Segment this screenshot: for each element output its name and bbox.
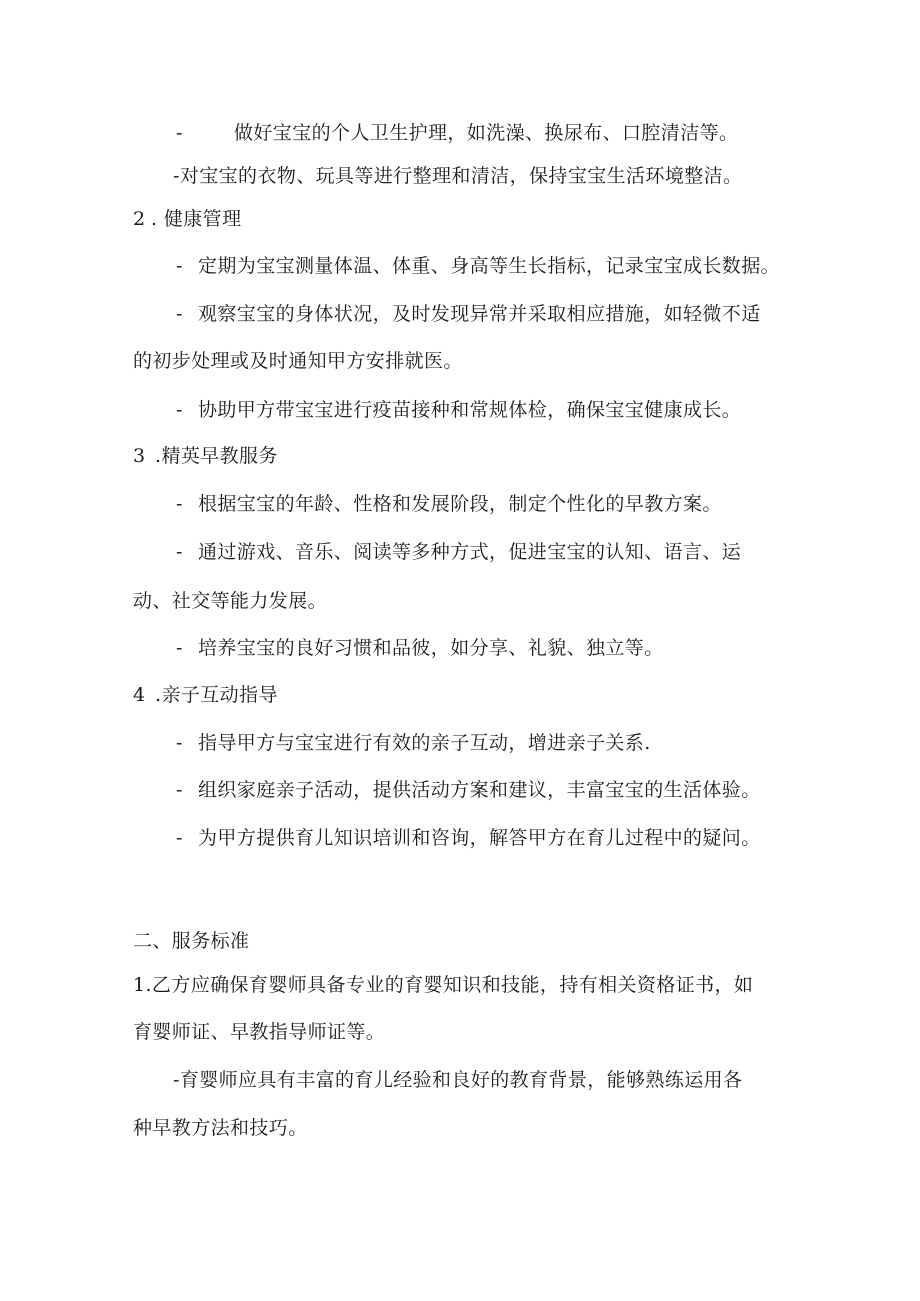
bullet-line <box>176 492 722 516</box>
dash-marker: - <box>176 122 183 144</box>
chapter-title: 二、服务标准 <box>133 930 250 952</box>
bullet-line <box>176 778 761 802</box>
dash-marker: - <box>176 255 183 277</box>
bullet-line <box>176 540 741 564</box>
bullet-line <box>176 398 741 422</box>
dash-marker: - <box>176 399 183 421</box>
line-text: -对宝宝的衣物、玩具等进行整理和清洁，保持宝宝生活环境整洁。 <box>173 165 743 187</box>
dash-marker: - <box>176 732 183 754</box>
line-text: 协助甲方带宝宝进行疫苗接种和常规体检，确保宝宝健康成长。 <box>198 399 742 421</box>
continuation-line <box>133 1020 385 1044</box>
line-text: 通过游戏、音乐、阅读等多种方式，促进宝宝的认知、语言、运 <box>198 541 742 563</box>
line-text: 做好宝宝的个人卫生护理，如洗澡、换尿布、口腔清洁等。 <box>234 122 739 144</box>
bullet-line <box>176 254 780 278</box>
continuation-line <box>133 1116 308 1140</box>
section-heading <box>133 444 278 468</box>
line-text: 的初步处理或及时通知甲方安排就医。 <box>133 350 463 372</box>
bullet-line <box>176 731 651 755</box>
bullet-line <box>173 164 742 188</box>
dash-marker: - <box>176 637 183 659</box>
line-text: 为甲方提供育儿知识培训和咨询，解答甲方在育儿过程中的疑问。 <box>198 827 761 849</box>
dash-marker: - <box>176 779 183 801</box>
section-title: . 健康管理 <box>151 208 242 230</box>
line-text: 组织家庭亲子活动，提供活动方案和建议，丰富宝宝的生活体验。 <box>198 779 761 801</box>
bullet-line <box>176 302 761 326</box>
section-heading <box>133 683 278 707</box>
bullet-line <box>173 1068 742 1092</box>
bullet-line <box>176 121 738 145</box>
line-text: 培养宝宝的良好习惯和品彼，如分享、礼貌、独立等。 <box>198 637 664 659</box>
line-text: 定期为宝宝测量体温、体重、身高等生长指标，记录宝宝成长数据。 <box>198 255 781 277</box>
continuation-line <box>133 589 327 613</box>
section-title: .精英早教服务 <box>155 445 278 467</box>
section-number: 2 <box>133 208 146 230</box>
continuation-line <box>133 349 463 373</box>
line-text: -育婴师应具有丰富的育儿经验和良好的教育背景，能够熟练运用各 <box>173 1069 743 1091</box>
line-text: 观察宝宝的身体状况，及时发现异常并采取相应措施，如轻微不适 <box>198 303 761 325</box>
line-text: 种早教方法和技巧。 <box>133 1117 308 1139</box>
dash-marker: - <box>176 827 183 849</box>
paragraph-line <box>133 973 753 997</box>
chapter-heading <box>133 929 249 953</box>
dash-marker: - <box>176 493 183 515</box>
section-number: 3 <box>133 445 146 467</box>
section-title: .亲子互动指导 <box>155 684 278 706</box>
section-number: 4 <box>133 684 146 706</box>
line-text: 指导甲方与宝宝进行有效的亲子互动，增进亲子关系. <box>198 732 651 754</box>
line-text: 1.乙方应确保育婴师具备专业的育婴知识和技能，持有相关资格证书，如 <box>133 974 754 996</box>
line-text: 根据宝宝的年龄、性格和发展阶段，制定个性化的早教方案。 <box>198 493 722 515</box>
section-heading <box>133 207 241 231</box>
bullet-line <box>176 636 664 660</box>
dash-marker: - <box>176 541 183 563</box>
line-text: 动、社交等能力发展。 <box>133 590 328 612</box>
line-text: 育婴师证、早教指导师证等。 <box>133 1021 386 1043</box>
dash-marker: - <box>176 303 183 325</box>
bullet-line <box>176 826 761 850</box>
